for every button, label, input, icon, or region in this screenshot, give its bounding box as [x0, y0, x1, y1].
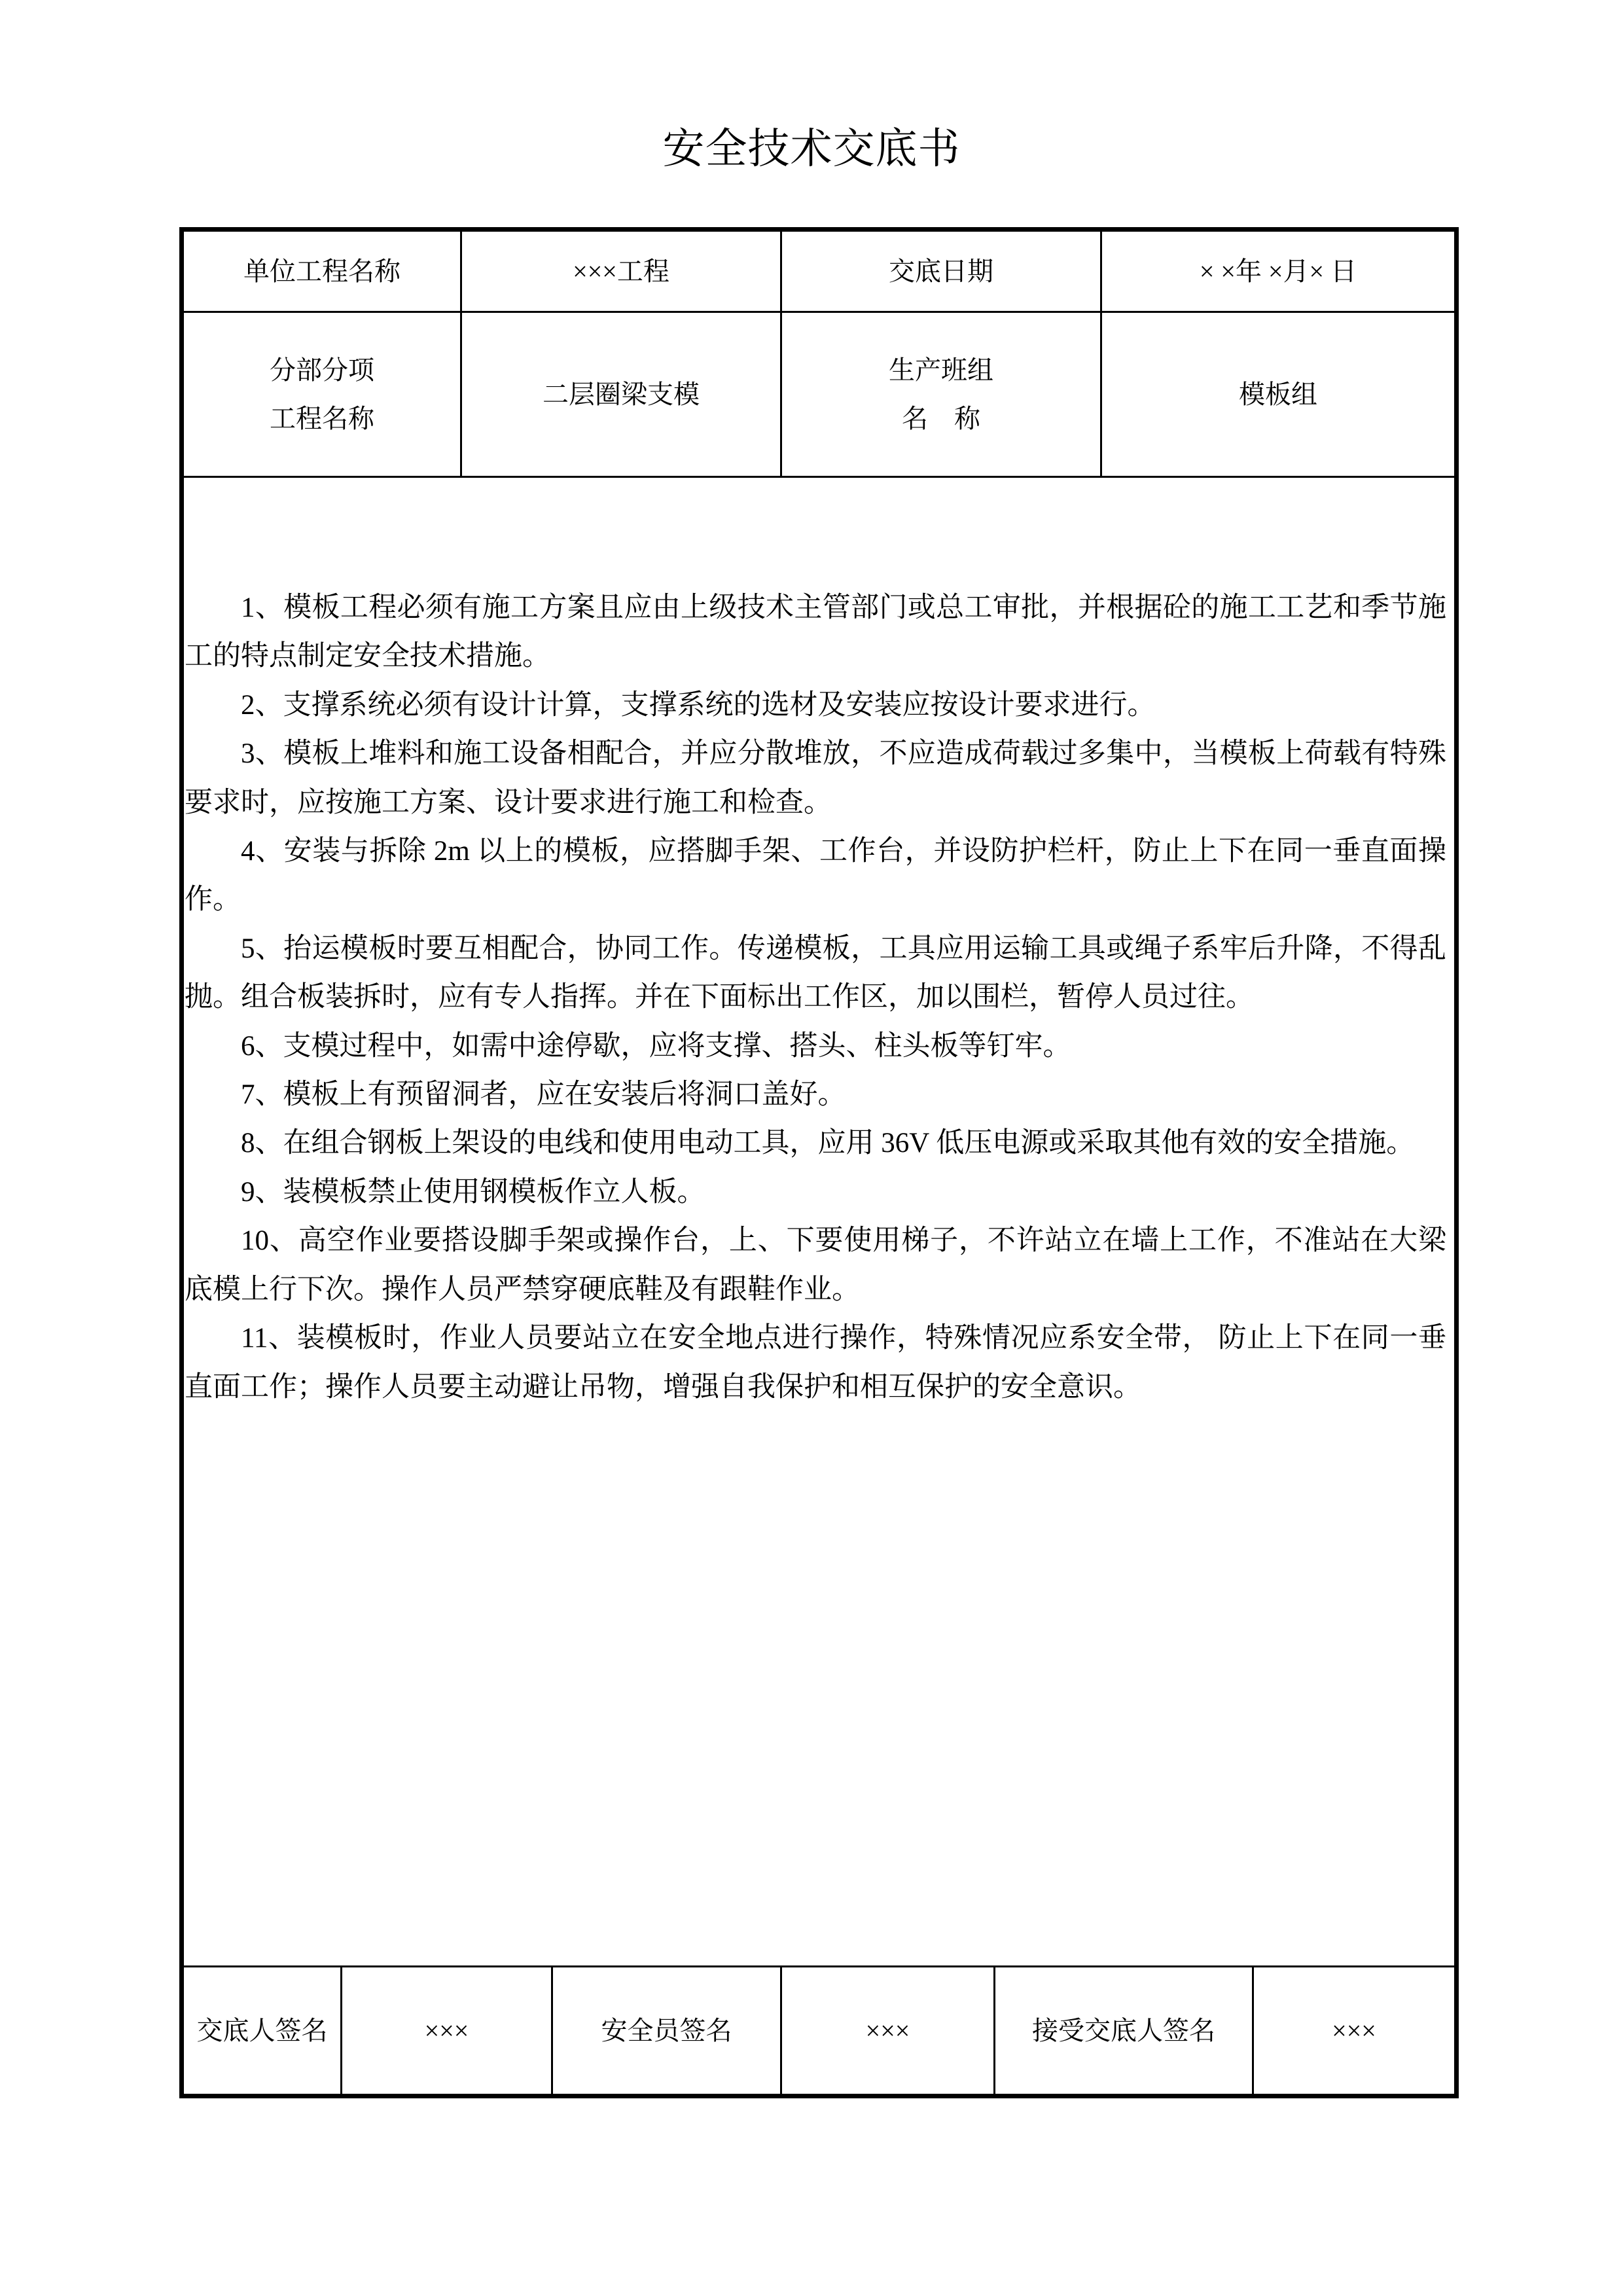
safety-officer-signature-label-cell: [553, 1967, 780, 2094]
team-value: 模板组: [1239, 379, 1317, 409]
unit-project-value-cell: [462, 232, 780, 311]
instruction-item: 4、安装与拆除 2m 以上的模板，应搭脚手架、工作台，并设防护栏杆，防止上下在同一垂直面操作。: [185, 836, 1446, 916]
team-label-cell: [782, 313, 1100, 476]
presenter-signature-cell[interactable]: [342, 1967, 551, 2094]
presenter-signature-label: 交底人签名: [196, 2015, 328, 2045]
sub-project-value-cell: [462, 313, 780, 476]
unit-project-label-cell: [184, 232, 460, 311]
team-label-line1: 生产班组: [889, 355, 993, 385]
sub-project-value: 二层圈梁支模: [543, 379, 700, 409]
receiver-signature-label-cell: [995, 1967, 1252, 2094]
instruction-item: 10、高空作业要搭设脚手架或操作台，上、下要使用梯子，不许站立在墙上工作，不准站在大梁底模上行下次。操作人员严禁穿硬底鞋及有跟鞋作业。: [185, 1225, 1446, 1305]
instruction-item: 7、模板上有预留洞者，应在安装后将洞口盖好。: [241, 1079, 846, 1111]
instruction-item: 1、模板工程必须有施工方案且应由上级技术主管部门或总工审批，并根据砼的施工工艺和季节施工的特点制定安全技术措施。: [185, 592, 1446, 672]
instruction-item: 6、支模过程中，如需中途停歇，应将支撑、搭头、柱头板等钉牢。: [241, 1030, 1071, 1062]
team-label-line2: 名 称: [902, 403, 980, 433]
instruction-item: 2、支撑系统必须有设计计算，支撑系统的选材及安装应按设计要求进行。: [241, 689, 1156, 721]
instruction-item: 11、装模板时，作业人员要站立在安全地点进行操作，特殊情况应系安全带， 防止上下在同一垂直面工作；操作人员要主动避让吊物，增强自我保护和相互保护的安全意识。: [185, 1323, 1446, 1403]
row-divider: [184, 476, 1454, 478]
date-value-cell: [1102, 232, 1454, 311]
instruction-item: 8、在组合钢板上架设的电线和使用电动工具，应用 36V 低压电源或采取其他有效的安全措施。: [241, 1128, 1415, 1159]
sub-project-label-cell: [184, 313, 460, 476]
safety-officer-signature-value: ×××: [865, 2015, 910, 2045]
instruction-item: 5、抬运模板时要互相配合，协同工作。传递模板，工具应用运输工具或绳子系牢后升降，不得乱抛。组合板装拆时，应有专人指挥。并在下面标出工作区，加以围栏，暂停人员过往。: [185, 933, 1446, 1013]
unit-project-label: 单位工程名称: [243, 256, 401, 286]
safety-officer-signature-cell[interactable]: [782, 1967, 993, 2094]
date-value: × ×年 ×月× 日: [1199, 256, 1357, 286]
date-label: 交底日期: [889, 256, 993, 286]
receiver-signature-label: 接受交底人签名: [1032, 2015, 1215, 2045]
unit-project-value: ×××工程: [573, 256, 669, 286]
safety-officer-signature-label: 安全员签名: [601, 2015, 732, 2045]
sub-project-label-line1: 分部分项: [270, 355, 374, 385]
instruction-item: 9、装模板禁止使用钢模板作立人板。: [241, 1176, 705, 1208]
instruction-item: 3、模板上堆料和施工设备相配合，并应分散堆放，不应造成荷载过多集中，当模板上荷载有特殊要求时，应按施工方案、设计要求进行施工和检查。: [185, 738, 1446, 818]
team-value-cell: [1102, 313, 1454, 476]
presenter-signature-label-cell: [184, 1967, 340, 2094]
presenter-signature-value: ×××: [424, 2015, 469, 2045]
sub-project-label-line2: 工程名称: [270, 403, 374, 433]
receiver-signature-cell[interactable]: [1254, 1967, 1454, 2094]
receiver-signature-value: ×××: [1332, 2015, 1376, 2045]
date-label-cell: [782, 232, 1100, 311]
safety-instructions: [185, 584, 1446, 1412]
document-title: 安全技术交底书: [662, 126, 961, 172]
